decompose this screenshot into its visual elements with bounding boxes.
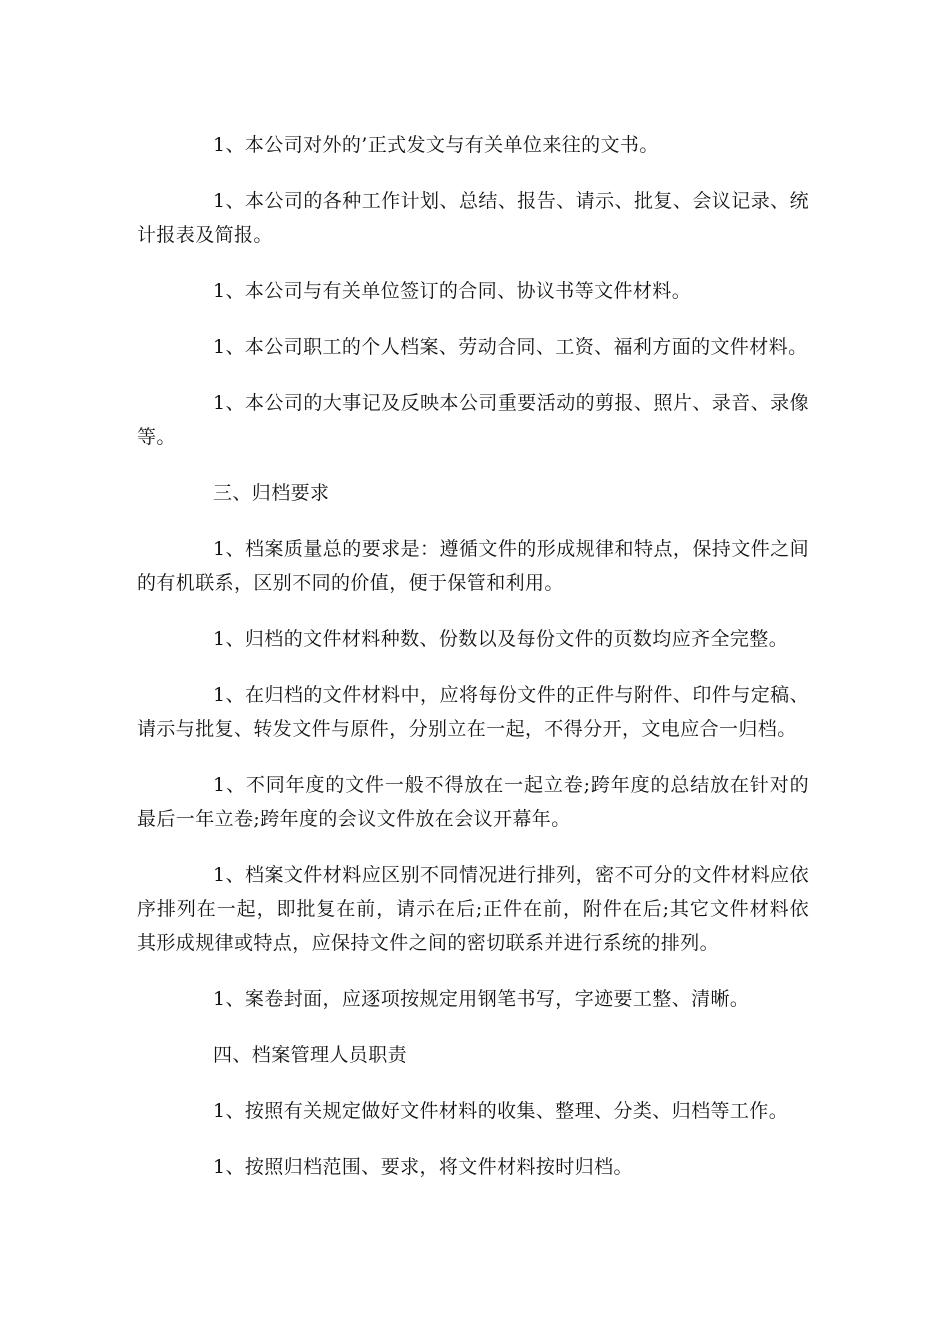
paragraph-staff-files: 1、本公司职工的个人档案、劳动合同、工资、福利方面的文件材料。 (213, 336, 808, 358)
paragraph-collection-duties: 1、按照有关规定做好文件材料的收集、整理、分类、归档等工作。 (213, 1100, 789, 1122)
paragraph-grouping: 1、在归档的文件材料中，应将每份文件的正件与附件、印件与定稿、请示与批复、转发文件与原件，分别立在一起，不得分开，文电应合一归档。 (137, 684, 809, 740)
paragraph-completeness: 1、归档的文件材料种数、份数以及每份文件的页数均应齐全完整。 (213, 628, 789, 650)
paragraph-arrangement: 1、档案文件材料应区别不同情况进行排列，密不可分的文件材料应依序排列在一起，即批复在前，请示在后;正件在前，附件在后;其它文件材料依其形成规律或特点，应保持文件之间的密切联系并进行系统的排列。 (137, 864, 809, 954)
paragraph-annual-filing: 1、不同年度的文件一般不得放在一起立卷;跨年度的总结放在针对的最后一年立卷;跨年度的会议文件放在会议开幕年。 (137, 774, 809, 830)
paragraph-major-events: 1、本公司的大事记及反映本公司重要活动的剪报、照片、录音、录像等。 (137, 392, 809, 448)
section-heading-staff-duties: 四、档案管理人员职责 (213, 1044, 408, 1066)
paragraph-work-plans: 1、本公司的各种工作计划、总结、报告、请示、批复、会议记录、统计报表及简报。 (137, 190, 809, 246)
paragraph-cover-writing: 1、案卷封面，应逐项按规定用钢笔书写，字迹要工整、清晰。 (213, 988, 750, 1010)
section-heading-filing-requirements: 三、归档要求 (213, 482, 330, 504)
paragraph-timely-filing: 1、按照归档范围、要求，将文件材料按时归档。 (213, 1156, 633, 1178)
paragraph-official-documents: 1、本公司对外的’正式发文与有关单位来往的文书。 (213, 134, 659, 156)
paragraph-contracts: 1、本公司与有关单位签订的合同、协议书等文件材料。 (213, 280, 692, 302)
paragraph-quality-requirements: 1、档案质量总的要求是：遵循文件的形成规律和特点，保持文件之间的有机联系，区别不同的价值，便于保管和利用。 (137, 538, 809, 594)
document-body (137, 128, 809, 1206)
